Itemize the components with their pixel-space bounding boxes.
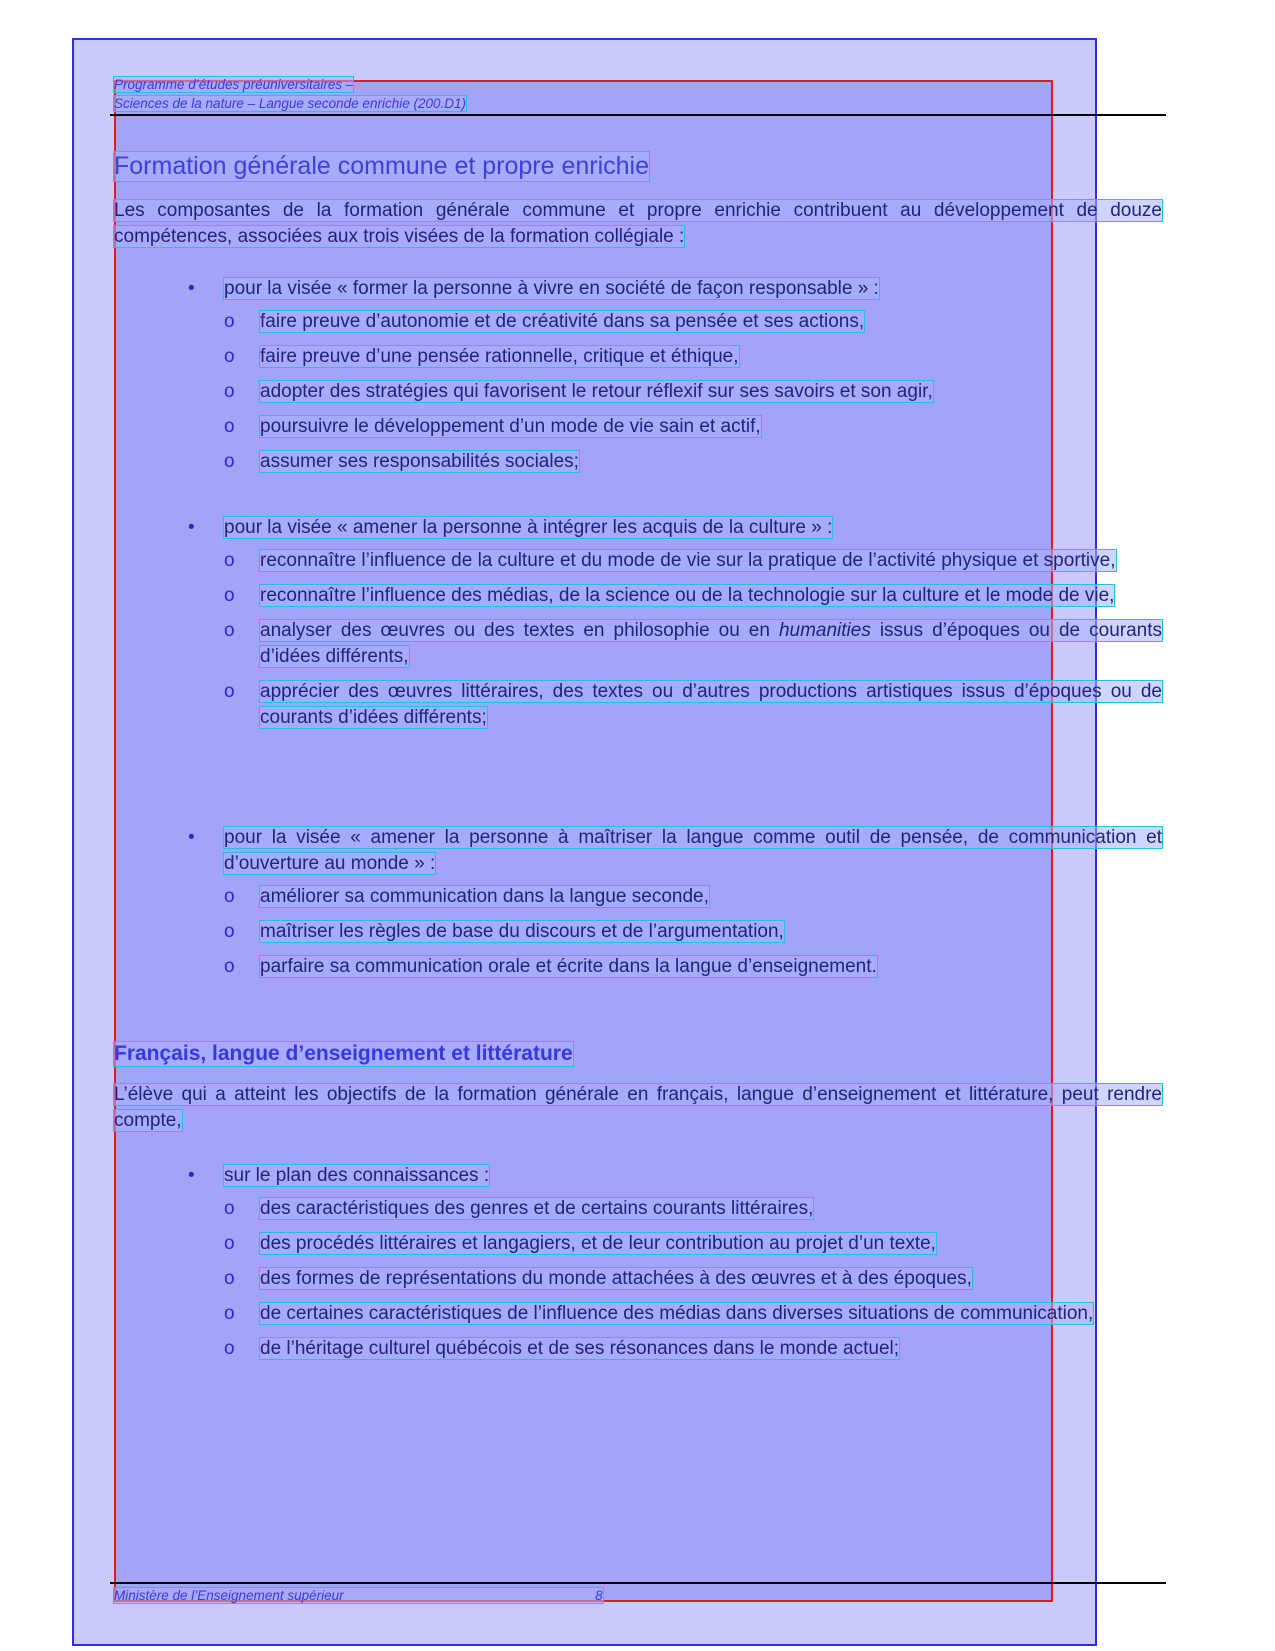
section-intro-formation	[114, 198, 1162, 250]
section-title-formation: Formation générale commune et propre enrichie	[114, 152, 649, 180]
bullet-list-visee-2	[188, 515, 1162, 740]
bullet-list-visee-1	[188, 276, 1162, 484]
running-footer	[114, 1588, 603, 1603]
sub-list	[224, 548, 1162, 731]
bullet-list-visee-3	[188, 825, 1162, 989]
sub-item-text: faire preuve d’une pensée rationnelle, critique et éthique,	[260, 346, 739, 367]
running-header-line2: Sciences de la nature – Langue seconde enrichie (200.D1)	[114, 96, 466, 111]
sub-item	[224, 1196, 1162, 1222]
bullet-item	[188, 276, 1162, 475]
sub-item	[224, 884, 1162, 910]
bullet-item	[188, 515, 1162, 731]
section-title-francais: Français, langue d’enseignement et littérature	[114, 1042, 573, 1065]
sub-item-text: de certaines caractéristiques de l’influence des médias dans diverses situations de communication,	[260, 1303, 1094, 1324]
bullet-label: pour la visée « amener la personne à maîtriser la langue comme outil de pensée, de communication et d’ouverture au monde » :	[224, 827, 1162, 874]
sub-item-text: de l’héritage culturel québécois et de ses résonances dans le monde actuel;	[260, 1338, 900, 1359]
bullet-list-connaissances	[188, 1163, 1162, 1371]
sub-item	[224, 1266, 1162, 1292]
bullet-item	[188, 1163, 1162, 1362]
running-header-line1: Programme d’études préuniversitaires –	[114, 77, 354, 92]
sub-item-text: des formes de représentations du monde attachées à des œuvres et à des époques,	[260, 1268, 972, 1289]
sub-item	[224, 1231, 1162, 1257]
sub-item	[224, 414, 1162, 440]
footer-rule	[110, 1582, 1166, 1584]
page-number: 8	[595, 1588, 603, 1603]
intro-text: Les composantes de la formation générale commune et propre enrichie contribuent au développement de douze compétences, associées aux trois visées de la formation collégiale :	[114, 200, 1162, 247]
sub-item-text: améliorer sa communication dans la langue seconde,	[260, 886, 709, 907]
sub-item-text: des procédés littéraires et langagiers, et de leur contribution au projet d’un texte,	[260, 1233, 936, 1254]
sub-item	[224, 379, 1162, 405]
sub-item-text: des caractéristiques des genres et de certains courants littéraires,	[260, 1198, 814, 1219]
sub-item	[224, 344, 1162, 370]
footer-ministry: Ministère de l’Enseignement supérieur	[114, 1588, 344, 1603]
sub-item-text: reconnaître l’influence des médias, de la science ou de la technologie sur la culture et le mode de vie,	[260, 585, 1115, 606]
bullet-label: pour la visée « amener la personne à intégrer les acquis de la culture » :	[224, 517, 833, 538]
sub-item	[224, 583, 1162, 609]
bullet-item	[188, 825, 1162, 980]
sub-item-text: parfaire sa communication orale et écrite dans la langue d’enseignement.	[260, 956, 877, 977]
sub-item-text: apprécier des œuvres littéraires, des textes ou d’autres productions artistiques issus d’époques ou de courants d’idées différents;	[260, 681, 1162, 728]
bullet-label: pour la visée « former la personne à vivre en société de façon responsable » :	[224, 278, 879, 299]
sub-item	[224, 449, 1162, 475]
sub-item-text: maîtriser les règles de base du discours et de l’argumentation,	[260, 921, 784, 942]
sub-item-text: analyser des œuvres ou des textes en philosophie ou en humanities issus d’époques ou de courants d’idées différents,	[260, 620, 1162, 667]
sub-item	[224, 548, 1162, 574]
sub-item	[224, 1336, 1162, 1362]
bullet-label: sur le plan des connaissances :	[224, 1165, 490, 1186]
sub-list	[224, 309, 1162, 475]
sub-item	[224, 679, 1162, 731]
sub-item	[224, 919, 1162, 945]
sub-item	[224, 309, 1162, 335]
sub-item-text: poursuivre le développement d’un mode de vie sain et actif,	[260, 416, 761, 437]
header-rule	[110, 114, 1166, 116]
sub-item	[224, 1301, 1162, 1327]
sub-item-text: faire preuve d’autonomie et de créativité dans sa pensée et ses actions,	[260, 311, 865, 332]
section-intro-francais	[114, 1082, 1162, 1134]
sub-item-text: reconnaître l’influence de la culture et du mode de vie sur la pratique de l’activité physique et sportive,	[260, 550, 1116, 571]
sub-item	[224, 954, 1162, 980]
sub-list	[224, 1196, 1162, 1362]
sub-item-text: adopter des stratégies qui favorisent le retour réflexif sur ses savoirs et son agir,	[260, 381, 933, 402]
sub-item-text: assumer ses responsabilités sociales;	[260, 451, 579, 472]
sub-list	[224, 884, 1162, 980]
sub-item	[224, 618, 1162, 670]
intro-text: L’élève qui a atteint les objectifs de la formation générale en français, langue d’enseignement et littérature, peut rendre compte,	[114, 1084, 1162, 1131]
